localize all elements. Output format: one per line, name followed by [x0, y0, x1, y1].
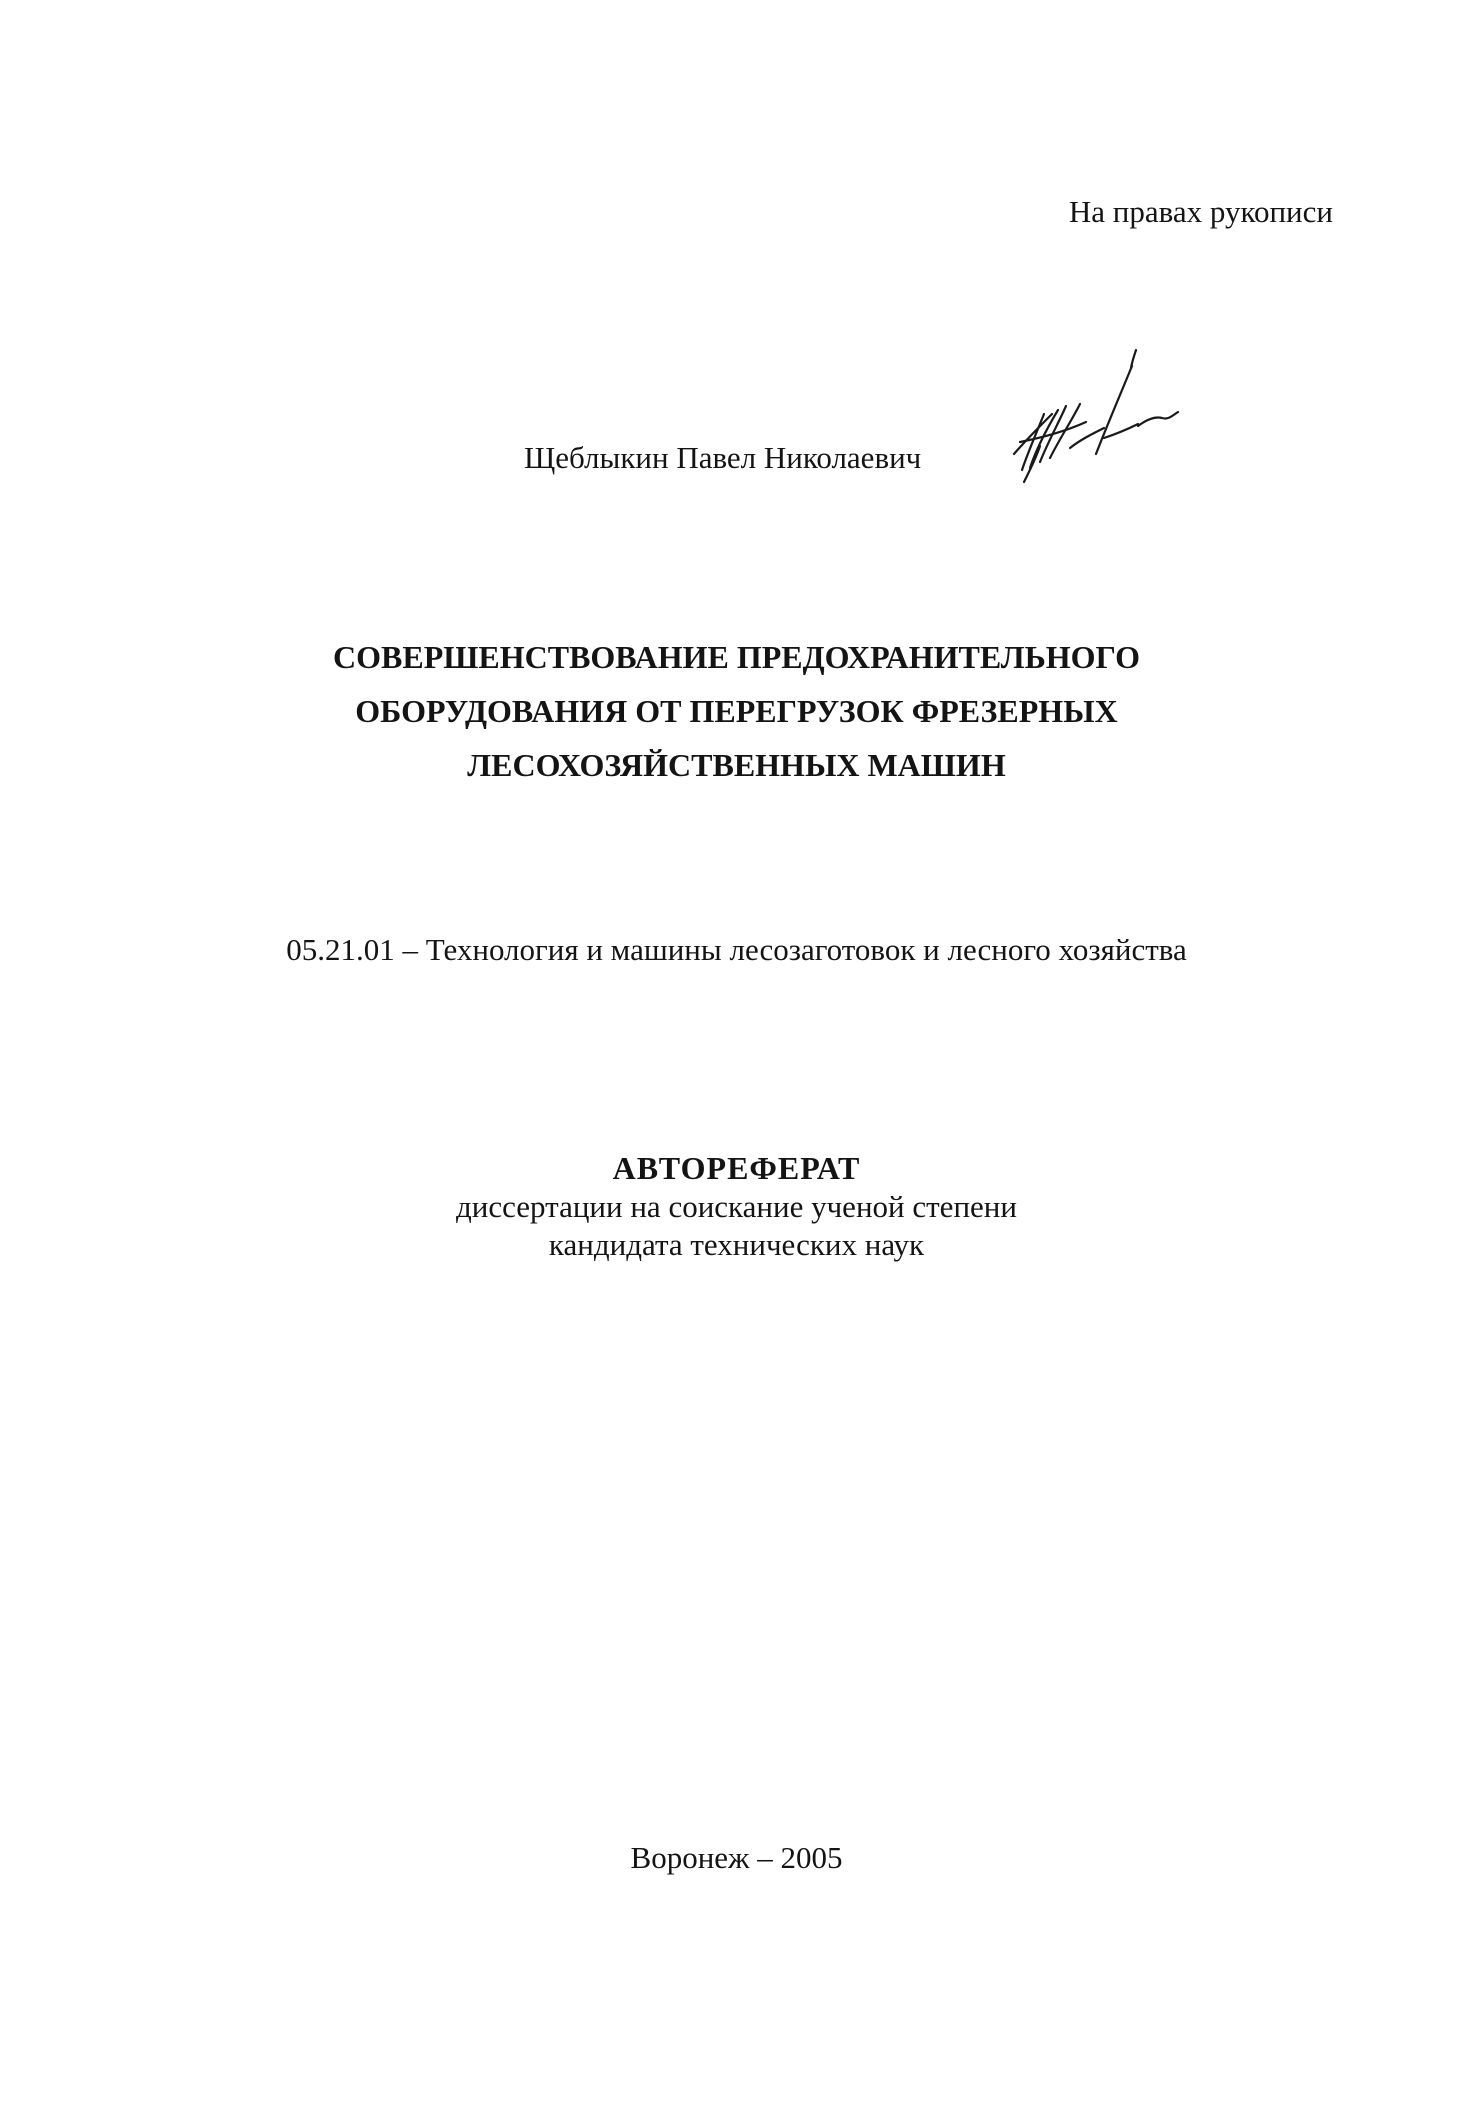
- dissertation-title: [0, 630, 1473, 792]
- place-year: Воронеж – 2005: [630, 1840, 843, 1875]
- title-line: ЛЕСОХОЗЯЙСТВЕННЫХ МАШИН: [467, 747, 1006, 783]
- title-line: СОВЕРШЕНСТВОВАНИЕ ПРЕДОХРАНИТЕЛЬНОГО: [333, 639, 1140, 675]
- abstract-line: диссертации на соискание ученой степени: [456, 1189, 1017, 1224]
- abstract-block: [0, 1148, 1473, 1264]
- abstract-heading: АВТОРЕФЕРАТ: [612, 1150, 861, 1186]
- abstract-line: кандидата технических наук: [548, 1227, 925, 1262]
- specialty-code: 05.21.01 – Технология и машины лесозаготовок и лесного хозяйства: [286, 932, 1187, 967]
- title-line: ОБОРУДОВАНИЯ ОТ ПЕРЕГРУЗОК ФРЕЗЕРНЫХ: [355, 693, 1118, 729]
- signature-icon: [1000, 342, 1180, 492]
- author-name: Щеблыкин Павел Николаевич: [524, 440, 922, 475]
- author-block: [0, 420, 1473, 520]
- rights-note: На правах рукописи: [1068, 194, 1333, 229]
